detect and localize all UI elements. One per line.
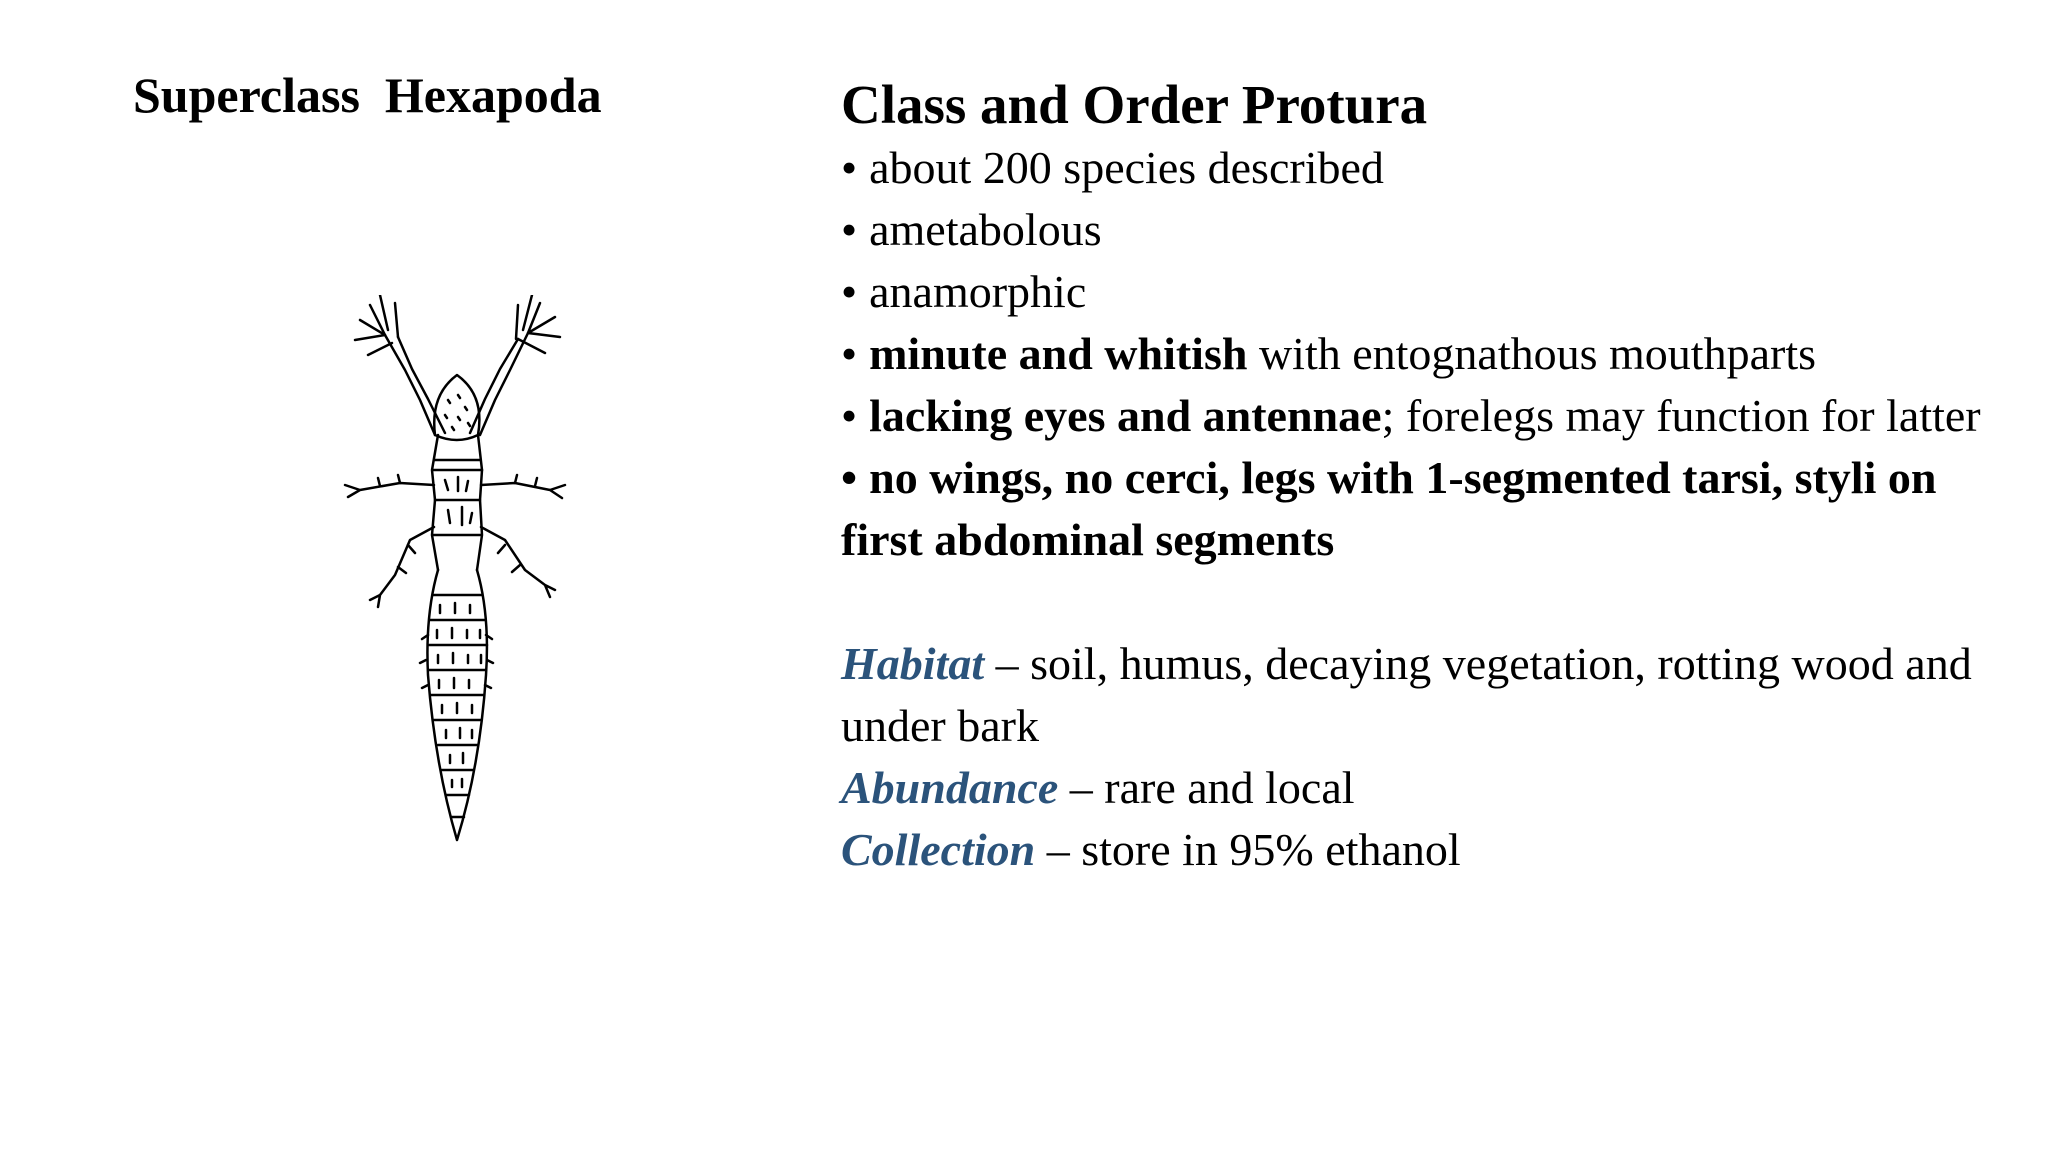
habitat-line: [841, 633, 2001, 757]
bullet-text: about 200 species described: [869, 142, 1384, 193]
bullet-text: anamorphic: [869, 266, 1087, 317]
bullet-text: ; forelegs may function for latter: [1381, 390, 1981, 441]
abundance-text: – rare and local: [1058, 762, 1355, 813]
bullet-marker: •: [841, 390, 858, 441]
content-panel: [841, 75, 2001, 881]
list-item: [841, 385, 2001, 447]
superclass-title: Superclass Hexapoda: [133, 67, 602, 123]
habitat-text: – soil, humus, decaying vegetation, rotting wood and under bark: [841, 638, 1972, 751]
habitat-label: Habitat: [841, 638, 985, 689]
bullet-marker: •: [841, 142, 858, 193]
class-title: Class and Order Protura: [841, 74, 1428, 135]
bullet-bold-text: lacking eyes and antennae: [869, 390, 1382, 441]
ecology-section: [841, 633, 2001, 881]
bullet-text: with entognathous mouthparts: [1247, 328, 1817, 379]
characteristics-list: [841, 137, 2001, 571]
abundance-label: Abundance: [841, 762, 1059, 813]
collection-label: Collection: [841, 824, 1036, 875]
bullet-bold-text: no wings, no cerci, legs with 1-segmented tarsi, styli on first abdominal segments: [841, 452, 1937, 565]
bullet-marker: •: [841, 204, 858, 255]
abundance-line: [841, 757, 2001, 819]
protura-illustration: [340, 295, 570, 860]
collection-line: [841, 819, 2001, 881]
list-item: [841, 137, 2001, 199]
list-item: [841, 323, 2001, 385]
list-item: [841, 199, 2001, 261]
bullet-text: ametabolous: [869, 204, 1102, 255]
bullet-marker: •: [841, 266, 858, 317]
list-item: [841, 447, 2001, 571]
bullet-marker: •: [841, 328, 858, 379]
list-item: [841, 261, 2001, 323]
collection-text: – store in 95% ethanol: [1035, 824, 1461, 875]
bullet-bold-text: minute and whitish: [869, 328, 1248, 379]
bullet-marker: •: [841, 452, 858, 503]
